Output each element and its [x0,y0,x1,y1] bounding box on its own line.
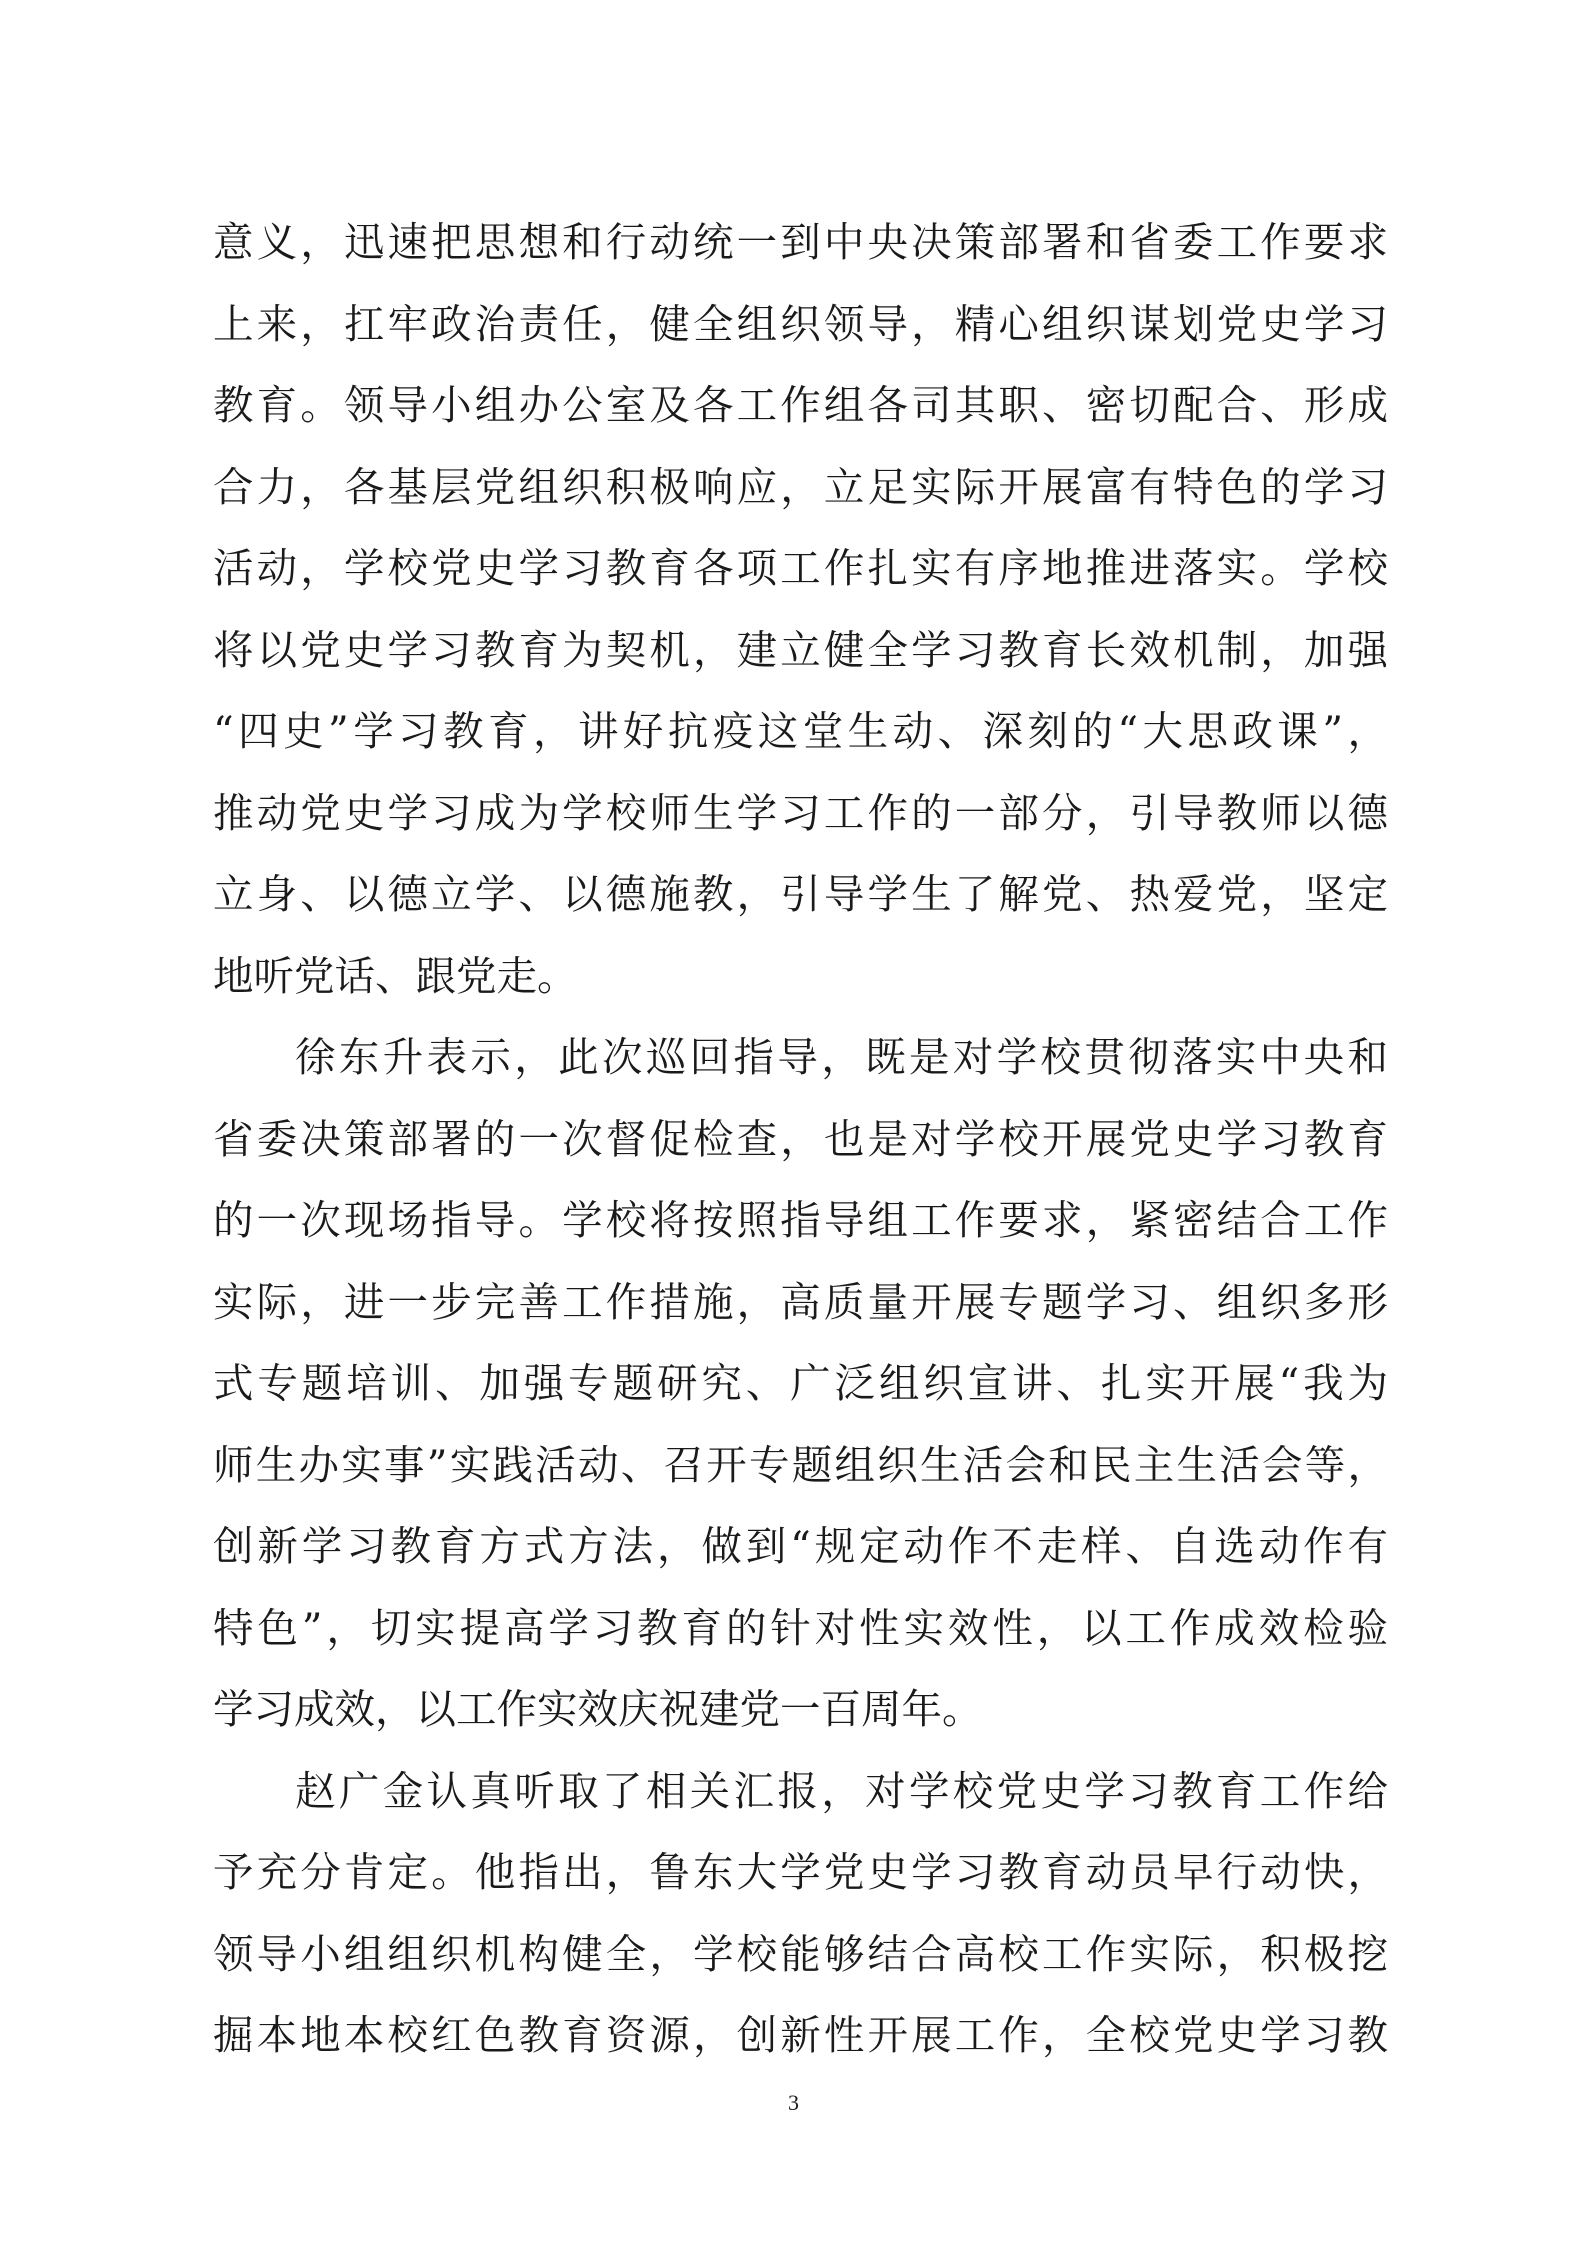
text-line: 实际，进一步完善工作措施，高质量开展专题学习、组织多形 [213,1277,1388,1326]
text-line: 合力，各基层党组织积极响应，立足实际开展富有特色的学习 [213,462,1388,511]
text-line: 师生办实事”实践活动、召开专题组织生活会和民主生活会等， [213,1440,1388,1489]
text-line: 学习成效，以工作实效庆祝建党一百周年。 [213,1685,983,1733]
text-line: 的一次现场指导。学校将按照指导组工作要求，紧密结合工作 [213,1196,1388,1244]
text-line: 活动，学校党史学习教育各项工作扎实有序地推进落实。学校 [213,544,1388,592]
text-line: 教育。领导小组办公室及各工作组各司其职、密切配合、形成 [213,381,1388,429]
text-line: 推动党史学习成为学校师生学习工作的一部分，引导教师以德 [213,788,1388,837]
text-line: 省委决策部署的一次督促检查，也是对学校开展党史学习教育 [213,1114,1388,1163]
text-line: 予充分肯定。他指出，鲁东大学党史学习教育动员早行动快， [213,1848,1388,1896]
document-body [213,202,1388,2077]
text-line: 创新学习教育方式方法，做到“规定动作不走样、自选动作有 [213,1522,1388,1570]
text-line: 徐东升表示，此次巡回指导，既是对学校贯彻落实中央和 [295,1033,1388,1081]
text-line: 式专题培训、加强专题研究、广泛组织宣讲、扎实开展“我为 [213,1359,1388,1407]
text-line: 掘本地本校红色教育资源，创新性开展工作，全校党史学习教 [213,2011,1388,2059]
text-line: “四史”学习教育，讲好抗疫这堂生动、深刻的“大思政课”， [213,707,1388,755]
page-number: 3 [788,2090,799,2115]
text-line: 将以党史学习教育为契机，建立健全学习教育长效机制，加强 [213,625,1388,674]
paragraph-3 [213,1751,1388,2077]
text-line: 特色”，切实提高学习教育的针对性实效性，以工作成效检验 [213,1603,1388,1652]
text-line: 意义，迅速把思想和行动统一到中央决策部署和省委工作要求 [213,218,1388,266]
text-line: 赵广金认真听取了相关汇报，对学校党史学习教育工作给 [295,1766,1388,1815]
text-line: 上来，扛牢政治责任，健全组织领导，精心组织谋划党史学习 [213,299,1388,348]
text-line: 领导小组组织机构健全，学校能够结合高校工作实际，积极挖 [213,1929,1388,1978]
paragraph-1 [213,202,1388,1017]
paragraph-2 [213,1017,1388,1751]
text-line: 立身、以德立学、以德施教，引导学生了解党、热爱党，坚定 [213,870,1388,918]
text-line: 地听党话、跟党走。 [213,951,578,1000]
